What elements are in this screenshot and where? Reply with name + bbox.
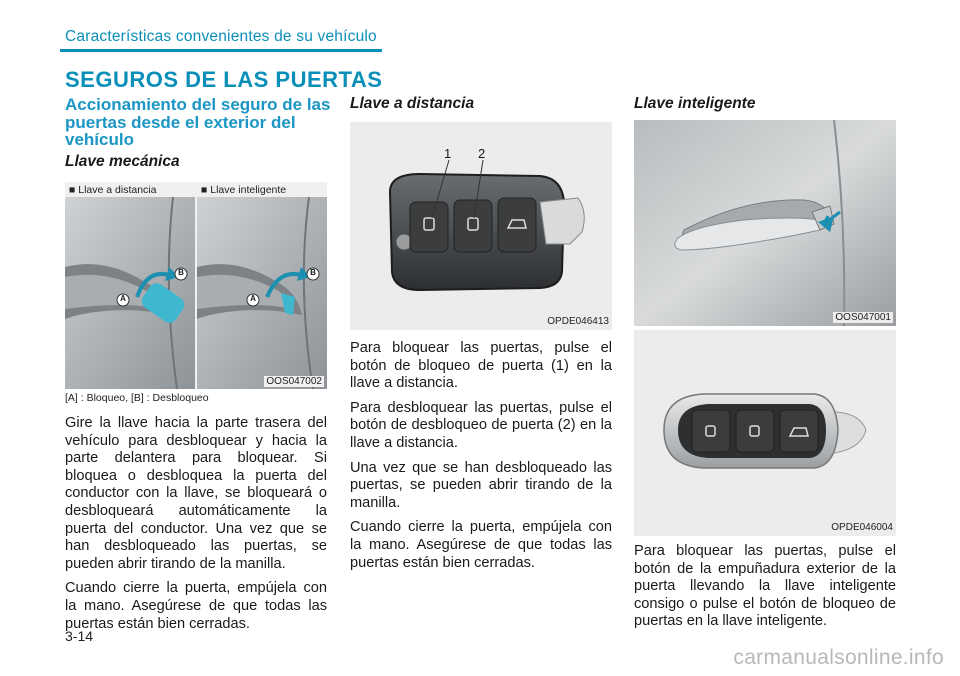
door-handle-image	[634, 120, 896, 326]
figure-code: OPDE046004	[831, 522, 893, 533]
callout-1: 1	[444, 146, 452, 161]
smart-key-figure	[634, 330, 896, 536]
figure-label-smart: ■ Llave inteligente	[201, 184, 287, 196]
remote-key-figure	[350, 122, 612, 330]
col2-body	[350, 340, 612, 579]
watermark: carmanualsonline.info	[733, 646, 944, 669]
col1-paragraph-2: Cuando cierre la puerta, empújela con la mano. Asegúrese de que todas las puertas están bien cerradas.	[65, 580, 327, 632]
figure-code: OOS047001	[835, 312, 891, 323]
col2-paragraph-4: Cuando cierre la puerta, empújela con la mano. Asegúrese de que todas las puertas están bien cerradas.	[350, 519, 612, 571]
section-header: Características convenientes de su vehículo	[65, 28, 377, 45]
col2-subheading: Llave a distancia	[350, 95, 475, 112]
door-handle-smart-image	[197, 197, 327, 389]
page-title: SEGUROS DE LAS PUERTAS	[65, 67, 383, 92]
door-handle-figure	[634, 120, 896, 326]
page-number: 3-14	[65, 628, 94, 644]
col1-subheading: Llave mecánica	[65, 153, 180, 170]
callout-2: 2	[478, 146, 486, 161]
figure-caption: [A] : Bloqueo, [B] : Desbloqueo	[65, 392, 209, 404]
col2-paragraph-1: Para bloquear las puertas, pulse el botón de bloqueo de puerta (1) en la llave a distancia.	[350, 340, 612, 392]
col1-paragraph-1: Gire la llave hacia la parte trasera del vehículo para desbloquear y hacia la parte delantera para bloquear. Si bloquea o desbloquea la puerta del conductor con la llave, se bloqueará o desbloqueará automáticamente la puerta del conductor. Una vez que se han desbloqueado las puertas, se pueden abrir tirando de la manilla.	[65, 415, 327, 572]
door-handle-remote-image	[65, 197, 195, 389]
marker-b-right: B	[310, 268, 316, 277]
col2-paragraph-3: Una vez que se han desbloqueado las puertas, se pueden abrir tirando de la manilla.	[350, 459, 612, 511]
col3-body	[634, 543, 896, 638]
figure-code: OPDE046413	[547, 316, 609, 327]
col3-subheading: Llave inteligente	[634, 95, 756, 112]
col1-body	[65, 415, 327, 640]
smart-key-image	[634, 330, 896, 536]
col1-heading: Accionamiento del seguro de las puertas desde el exterior del vehículo	[65, 95, 331, 149]
figure-code: OOS047002	[266, 376, 322, 387]
marker-b-left: B	[178, 268, 184, 277]
marker-a-right: A	[250, 294, 256, 303]
mechanical-key-figure	[65, 182, 327, 389]
col2-paragraph-2: Para desbloquear las puertas, pulse el botón de desbloqueo de puerta (2) en la llave a distancia.	[350, 399, 612, 451]
marker-a-left: A	[120, 294, 126, 303]
header-rule	[60, 49, 382, 52]
col3-paragraph-1: Para bloquear las puertas, pulse el botón de la empuñadura exterior de la puerta llevando la llave inteligente consigo o pulse el botón de bloqueo de puertas en la llave inteligente.	[634, 543, 896, 630]
figure-label-remote: ■ Llave a distancia	[69, 184, 157, 196]
